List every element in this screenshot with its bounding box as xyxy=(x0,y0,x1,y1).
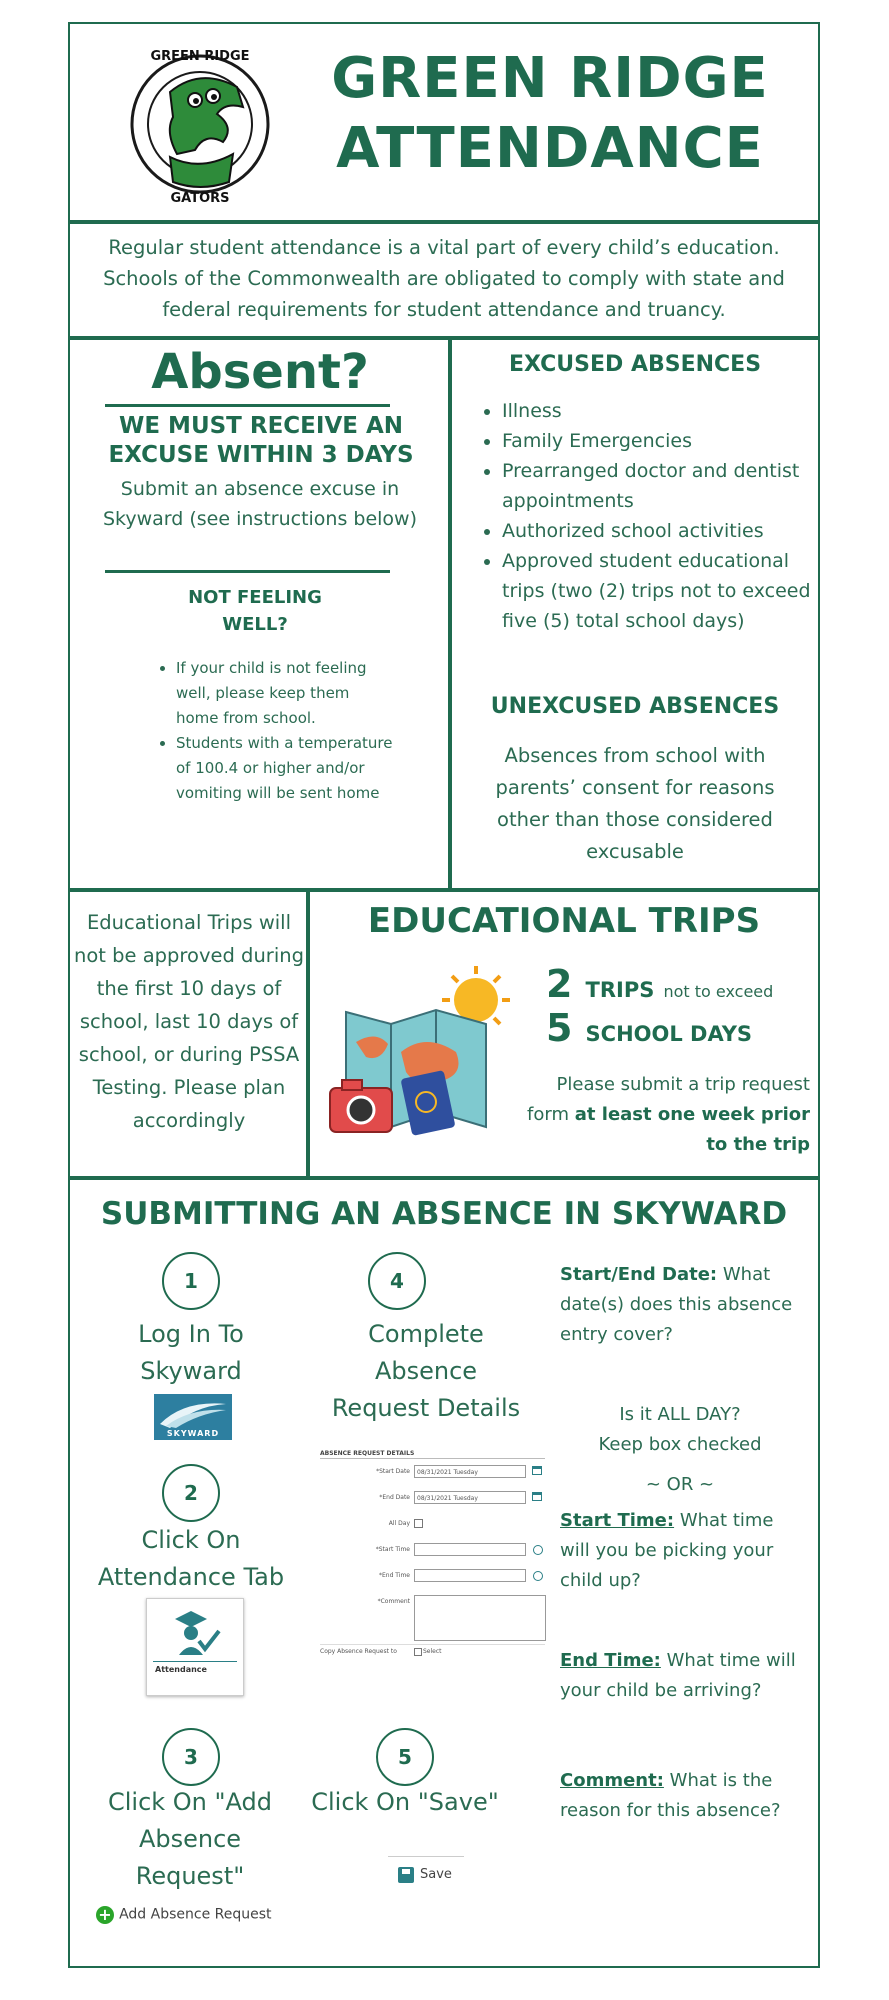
page-title-line1: GREEN RIDGE xyxy=(331,46,769,111)
help-end-time xyxy=(560,1646,800,1706)
step-3-number: 3 xyxy=(162,1728,220,1786)
copy-absence-label: Copy Absence Request to xyxy=(320,1648,397,1655)
trip-request-text xyxy=(520,1070,810,1160)
svg-text:GREEN RIDGE: GREEN RIDGE xyxy=(150,49,250,64)
end-date-label: *End Date xyxy=(379,1494,410,1501)
start-date-label: *Start Date xyxy=(376,1468,410,1475)
unexcused-text: Absences from school with parents’ consent for reasons other than those considered excusable xyxy=(495,744,775,863)
help-comment xyxy=(560,1766,800,1826)
absent-text: Submit an absence excuse in Skyward (see instructions below) xyxy=(102,478,418,530)
form-title-rule xyxy=(320,1458,545,1459)
all-day-label: All Day xyxy=(388,1520,410,1527)
help-comment-label: Comment: xyxy=(560,1770,664,1791)
end-date-input[interactable]: 08/31/2021 Tuesday xyxy=(414,1491,526,1504)
skyward-logo xyxy=(154,1394,232,1440)
step-4-text: Complete Absence Request Details xyxy=(331,1320,521,1422)
excused-heading: EXCUSED ABSENCES xyxy=(508,352,762,377)
start-time-label: *Start Time xyxy=(375,1546,410,1553)
educational-trips-box xyxy=(308,890,820,1178)
not-well-list xyxy=(150,656,396,806)
trips-count-suffix: not to exceed xyxy=(663,982,774,1001)
absent-box xyxy=(68,338,450,890)
days-count-number: 5 xyxy=(546,1006,573,1050)
intro-box xyxy=(68,222,820,338)
start-time-input[interactable] xyxy=(414,1543,526,1556)
help-start-time xyxy=(560,1506,800,1596)
help-start-time-label: Start Time: xyxy=(560,1510,675,1531)
list-item: • Illness xyxy=(502,396,812,426)
copy-select-checkbox[interactable] xyxy=(414,1648,422,1656)
end-time-label: *End Time xyxy=(379,1572,410,1579)
help-start-end xyxy=(560,1260,800,1350)
excused-box xyxy=(450,338,820,890)
trips-heading: EDUCATIONAL TRIPS xyxy=(367,901,761,941)
trips-note-text: Educational Trips will not be approved during the first 10 days of school, last 10 days of school, or during PSSA Testing. Please plan accordingly xyxy=(74,911,304,1132)
step-4-number: 4 xyxy=(368,1252,426,1310)
plus-circle-icon: + xyxy=(96,1906,114,1924)
not-well-divider xyxy=(105,570,390,573)
step-1-number: 1 xyxy=(162,1252,220,1310)
page-title-line2: ATTENDANCE xyxy=(336,116,764,181)
help-start-time-text: What time will you be picking your child up? xyxy=(560,1510,774,1591)
step-2-text: Click On Attendance Tab xyxy=(97,1526,285,1591)
trip-request-bold: at least one week prior to the trip xyxy=(574,1104,810,1155)
clock-icon[interactable] xyxy=(533,1545,543,1555)
floppy-disk-label-slot xyxy=(402,1869,410,1874)
save-button[interactable] xyxy=(388,1856,464,1893)
list-item: • If your child is not feeling well, please keep them home from school. xyxy=(176,656,396,731)
not-well-heading: NOT FEELING WELL? xyxy=(188,587,322,635)
comment-label: *Comment xyxy=(377,1598,410,1605)
trips-count-number: 2 xyxy=(546,962,573,1006)
end-time-input[interactable] xyxy=(414,1569,526,1582)
absent-subheading: WE MUST RECEIVE AN EXCUSE WITHIN 3 DAYS xyxy=(108,413,414,468)
calendar-icon[interactable] xyxy=(532,1466,542,1475)
step-5-number: 5 xyxy=(376,1728,434,1786)
form-title: ABSENCE REQUEST DETAILS xyxy=(320,1450,415,1457)
gator-logo xyxy=(125,32,275,212)
absent-heading: Absent? xyxy=(151,344,369,400)
clock-icon[interactable] xyxy=(533,1571,543,1581)
absence-request-form xyxy=(320,1450,550,1660)
help-all-day-answer: Keep box checked xyxy=(598,1434,762,1455)
all-day-checkbox[interactable] xyxy=(414,1519,423,1528)
help-start-end-label: Start/End Date: xyxy=(560,1264,718,1285)
trips-count-row xyxy=(546,962,816,1006)
calendar-icon[interactable] xyxy=(532,1492,542,1501)
skyward-heading: SUBMITTING AN ABSENCE IN SKYWARD xyxy=(100,1196,788,1232)
step-3-text: Click On "Add Absence Request" xyxy=(107,1788,273,1890)
attendance-tab-image xyxy=(146,1598,244,1696)
copy-select-label: Select xyxy=(423,1648,442,1655)
help-or: ~ OR ~ xyxy=(645,1474,715,1495)
attendance-divider xyxy=(153,1661,237,1662)
help-end-time-text: What time will your child be arriving? xyxy=(560,1650,796,1701)
graduation-cap-check-icon xyxy=(165,1605,225,1657)
step-5-text: Click On "Save" xyxy=(311,1788,499,1816)
help-end-time-label: End Time: xyxy=(560,1650,661,1671)
list-item: • Authorized school activities xyxy=(502,516,812,546)
intro-text: Regular student attendance is a vital part of every child’s education. Schools of the Commonwealth are obligated to comply with state and federal requirements for student attendance and truancy. xyxy=(103,236,785,321)
list-item: • Prearranged doctor and dentist appointments xyxy=(502,456,812,516)
save-label: Save xyxy=(420,1867,452,1882)
start-date-input[interactable]: 08/31/2021 Tuesday xyxy=(414,1465,526,1478)
step-2-number: 2 xyxy=(162,1464,220,1522)
comment-textarea[interactable] xyxy=(414,1595,546,1641)
skyward-box xyxy=(68,1178,820,1968)
help-start-end-text: What date(s) does this absence entry cover? xyxy=(560,1264,793,1345)
step-1-text: Log In To Skyward xyxy=(138,1320,244,1385)
trip-request-plain: Please submit a trip request form xyxy=(527,1074,810,1125)
trips-note-box xyxy=(68,890,308,1178)
trips-count-label: TRIPS xyxy=(585,978,655,1002)
copy-rule xyxy=(320,1644,545,1645)
days-count-row xyxy=(546,1006,816,1050)
list-item: • Approved student educational trips (two (2) trips not to exceed five (5) total school days) xyxy=(502,546,812,636)
travel-map-illustration xyxy=(326,962,516,1142)
list-item: • Students with a temperature of 100.4 or higher and/or vomiting will be sent home xyxy=(176,731,396,806)
unexcused-heading: UNEXCUSED ABSENCES xyxy=(490,694,780,719)
days-count-label: SCHOOL DAYS xyxy=(585,1022,753,1046)
svg-text:GATORS: GATORS xyxy=(170,191,230,206)
excused-list xyxy=(476,396,812,636)
add-absence-request-button[interactable] xyxy=(96,1904,296,1926)
header-box xyxy=(68,22,820,222)
add-absence-label: Add Absence Request xyxy=(119,1906,272,1923)
help-comment-text: What is the reason for this absence? xyxy=(560,1770,781,1821)
skyward-logo-text: SKYWARD xyxy=(166,1429,220,1438)
absent-divider xyxy=(105,404,390,407)
help-all-day-question: Is it ALL DAY? xyxy=(619,1404,741,1425)
attendance-label: Attendance xyxy=(155,1665,207,1674)
list-item: • Family Emergencies xyxy=(502,426,812,456)
